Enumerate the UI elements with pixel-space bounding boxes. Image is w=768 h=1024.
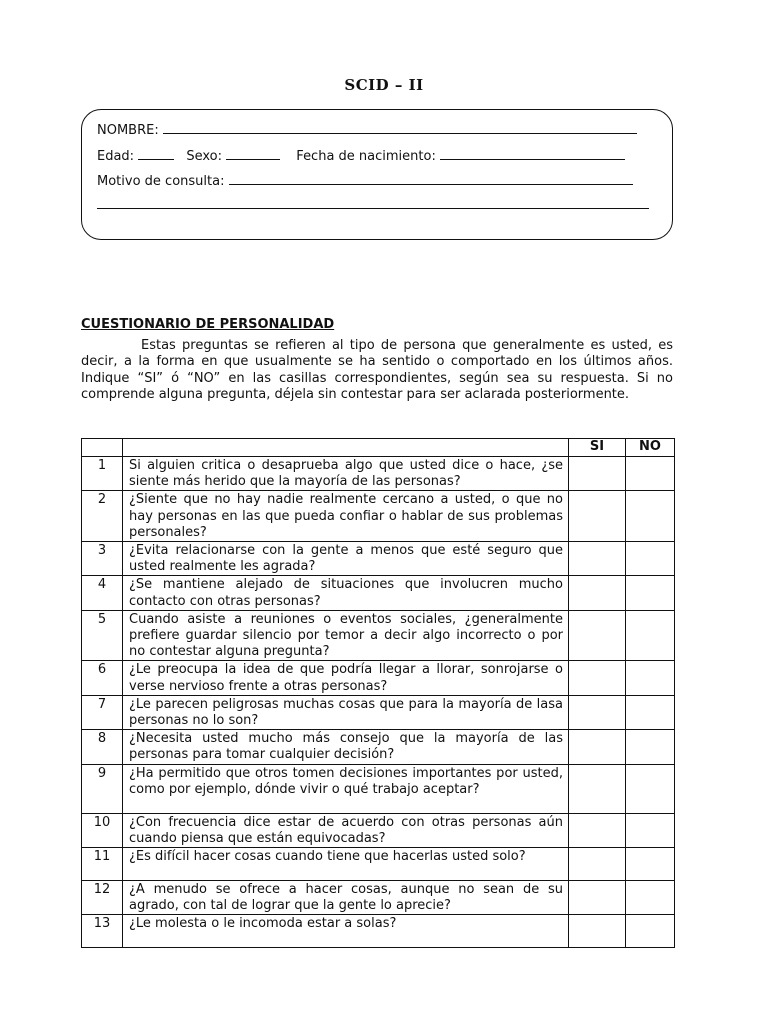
table-row (82, 661, 675, 695)
question-number: 5 (82, 610, 123, 661)
table-row (82, 915, 675, 948)
nombre-field (97, 121, 637, 138)
question-text: ¿Evita relacionarse con la gente a menos que esté seguro que usted realmente les agrada? (123, 542, 569, 576)
answer-no-box[interactable] (626, 661, 675, 695)
table-row (82, 610, 675, 661)
question-number: 6 (82, 661, 123, 695)
fecha-label: Fecha de nacimiento: (296, 149, 436, 164)
header-blank-cell (82, 439, 123, 457)
question-text: ¿Le parecen peligrosas muchas cosas que para la mayoría de lasa personas no lo son? (123, 695, 569, 729)
sexo-label: Sexo: (186, 149, 223, 164)
question-text: ¿Se mantiene alejado de situaciones que involucren mucho contacto con otras personas? (123, 576, 569, 610)
answer-no-box[interactable] (626, 491, 675, 542)
question-number: 13 (82, 915, 123, 948)
question-number: 9 (82, 764, 123, 813)
question-number: 4 (82, 576, 123, 610)
answer-si-box[interactable] (569, 730, 626, 764)
answer-no-box[interactable] (626, 695, 675, 729)
table-row (82, 576, 675, 610)
question-number: 10 (82, 813, 123, 847)
answer-si-box[interactable] (569, 695, 626, 729)
question-text: Si alguien critica o desaprueba algo que usted dice o hace, ¿se siente más herido que la mayoría de las personas? (123, 457, 569, 491)
question-text: Cuando asiste a reuniones o eventos sociales, ¿generalmente prefiere guardar silencio por temor a decir algo incorrecto o por no contestar alguna pregunta? (123, 610, 569, 661)
answer-si-box[interactable] (569, 881, 626, 915)
question-number: 12 (82, 881, 123, 915)
answer-no-box[interactable] (626, 848, 675, 881)
answer-no-box[interactable] (626, 915, 675, 948)
table-header-row (82, 439, 675, 457)
table-row (82, 491, 675, 542)
nombre-label: NOMBRE: (97, 123, 159, 138)
question-text: ¿Con frecuencia dice estar de acuerdo con otras personas aún cuando piensa que están equivocadas? (123, 813, 569, 847)
answer-si-box[interactable] (569, 576, 626, 610)
edad-input-line[interactable] (138, 147, 174, 160)
answer-si-box[interactable] (569, 848, 626, 881)
table-row (82, 764, 675, 813)
answer-no-box[interactable] (626, 542, 675, 576)
edad-label: Edad: (97, 149, 135, 164)
question-number: 3 (82, 542, 123, 576)
question-number: 1 (82, 457, 123, 491)
answer-no-box[interactable] (626, 881, 675, 915)
answer-si-box[interactable] (569, 764, 626, 813)
header-si: SI (569, 439, 626, 457)
question-text: ¿Le molesta o le incomoda estar a solas? (123, 915, 569, 948)
question-text: ¿Necesita usted mucho más consejo que la mayoría de las personas para tomar cualquier decisión? (123, 730, 569, 764)
motivo-label: Motivo de consulta: (97, 174, 225, 189)
questionnaire-table (81, 438, 675, 948)
answer-no-box[interactable] (626, 576, 675, 610)
header-question-cell (123, 439, 569, 457)
answer-no-box[interactable] (626, 764, 675, 813)
patient-info-box (81, 109, 673, 240)
question-number: 11 (82, 848, 123, 881)
answer-si-box[interactable] (569, 491, 626, 542)
table-row (82, 813, 675, 847)
answer-si-box[interactable] (569, 661, 626, 695)
motivo-field (97, 172, 633, 189)
motivo-input-line[interactable] (229, 172, 633, 185)
table-row (82, 695, 675, 729)
answer-no-box[interactable] (626, 457, 675, 491)
table-row (82, 542, 675, 576)
question-text: ¿Siente que no hay nadie realmente cercano a usted, o que no hay personas en las que pueda confiar o hablar de sus problemas personales? (123, 491, 569, 542)
question-text: ¿A menudo se ofrece a hacer cosas, aunque no sean de su agrado, con tal de lograr que la gente lo aprecie? (123, 881, 569, 915)
table-row (82, 848, 675, 881)
document-title: SCID – II (344, 76, 424, 94)
question-number: 2 (82, 491, 123, 542)
table-row (82, 881, 675, 915)
answer-no-box[interactable] (626, 730, 675, 764)
header-no: NO (626, 439, 675, 457)
questionnaire-body (82, 457, 675, 948)
answer-si-box[interactable] (569, 542, 626, 576)
question-text: ¿Le preocupa la idea de que podría llegar a llorar, sonrojarse o verse nervioso frente a otras personas? (123, 661, 569, 695)
datos-row (97, 147, 625, 164)
question-number: 8 (82, 730, 123, 764)
motivo-extra-line[interactable] (97, 208, 649, 209)
intro-paragraph: Estas preguntas se refieren al tipo de persona que generalmente es usted, es decir, a la forma en que usualmente se ha sentido o comportado en los últimos años. Indique “SI” ó “NO” en las casillas correspondientes, según sea su respuesta. Si no comprende alguna pregunta, déjela sin contestar para ser aclarada posteriormente. (81, 338, 673, 402)
answer-no-box[interactable] (626, 813, 675, 847)
fecha-input-line[interactable] (440, 147, 625, 160)
answer-si-box[interactable] (569, 457, 626, 491)
table-row (82, 457, 675, 491)
sexo-input-line[interactable] (226, 147, 280, 160)
question-text: ¿Ha permitido que otros tomen decisiones importantes por usted, como por ejemplo, dónde vivir o qué trabajo aceptar? (123, 764, 569, 813)
question-text: ¿Es difícil hacer cosas cuando tiene que hacerlas usted solo? (123, 848, 569, 881)
answer-si-box[interactable] (569, 813, 626, 847)
section-heading: CUESTIONARIO DE PERSONALIDAD (81, 317, 335, 332)
nombre-input-line[interactable] (163, 121, 637, 134)
answer-no-box[interactable] (626, 610, 675, 661)
answer-si-box[interactable] (569, 610, 626, 661)
answer-si-box[interactable] (569, 915, 626, 948)
question-number: 7 (82, 695, 123, 729)
table-row (82, 730, 675, 764)
